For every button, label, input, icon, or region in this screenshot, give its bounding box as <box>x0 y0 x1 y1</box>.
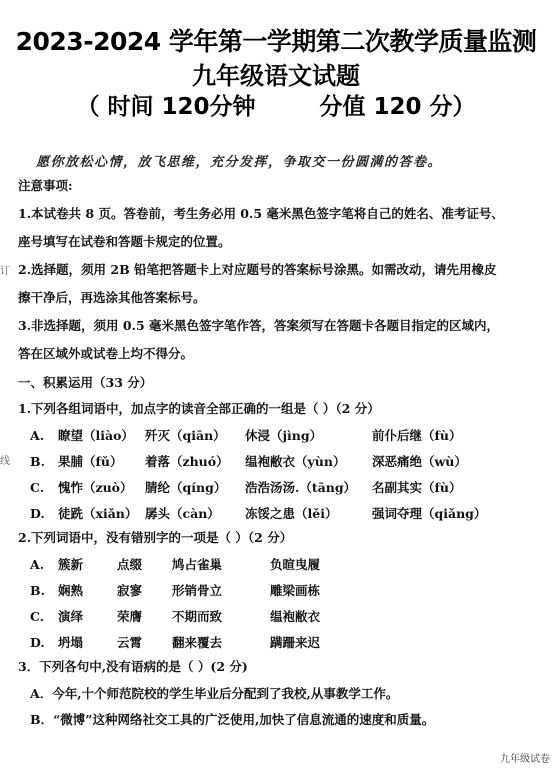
option-label: A. <box>30 557 45 572</box>
motto-handwriting: 愿你放松心情，放飞思维，充分发挥，争取交一份圆满的答卷。 <box>36 155 443 170</box>
notice-line: 2.选择题，须用 2B 铅笔把答题卡上对应题号的答案标号涂黑。如需改动，请先用橡皮 <box>18 262 497 277</box>
option-word: 休浸（jìng） <box>245 428 323 443</box>
option-word: 簇新 <box>58 557 84 572</box>
notice-line: 答在区域外或试卷上均不得分。 <box>18 346 194 361</box>
exam-header-line1: 2023-2024 学年第一学期第二次教学质量监测 <box>15 27 537 56</box>
option-label: B. <box>30 583 45 598</box>
notice-line: 1.本试卷共 8 页。答卷前，考生务必用 0.5 毫米黑色签字笔将自己的姓名、准考证号、 <box>18 206 504 221</box>
option-word: 不期而致 <box>172 609 223 624</box>
exam-title: 九年级语文试题 <box>192 62 360 90</box>
option-word: 着落（zhuó） <box>145 454 229 469</box>
option-word: 云霄 <box>117 635 143 650</box>
option-word: 浩浩汤汤.（tāng） <box>245 480 357 495</box>
option-sentence: A．今年,十个师范院校的学生毕业后分配到了我校,从事教学工作。 <box>30 686 399 701</box>
option-word: 负暄曳履 <box>270 557 321 572</box>
option-label: A. <box>30 428 45 443</box>
option-word: 徒跣（xiǎn） <box>58 506 138 521</box>
question-stem: 3．下列各句中,没有语病的是（ ）(2 分) <box>18 659 248 674</box>
option-word: 腈纶（qíng） <box>145 480 227 495</box>
option-label: B. <box>30 454 45 469</box>
question-stem: 2.下列词语中，没有错别字的一项是（ ）（2 分） <box>18 530 293 545</box>
notice-line: 擦干净后，再选涂其他答案标号。 <box>18 290 206 305</box>
option-word: 冻馁之患（lěi） <box>245 506 338 521</box>
option-word: 演绎 <box>58 609 84 624</box>
notice-line: 3.非选择题，须用 0.5 毫米黑色签字笔作答，答案须写在答题卡各题目指定的区域内， <box>18 318 500 333</box>
option-word: 果脯（fǔ） <box>58 454 123 469</box>
option-word: 点缀 <box>117 557 143 572</box>
option-word: 愧怍（zuò） <box>58 480 133 495</box>
page-footer: 九年级试卷 <box>500 754 550 765</box>
option-word: 名副其实（fù） <box>372 480 462 495</box>
option-word: 缊袍敝衣 <box>270 609 321 624</box>
option-word: 形销骨立 <box>172 583 223 598</box>
option-word: 雕梁画栋 <box>270 583 321 598</box>
option-word: 歼灭（qiān） <box>145 428 226 443</box>
option-word: 缊袍敝衣（yùn） <box>245 454 346 469</box>
option-word: 鸠占雀巢 <box>172 557 223 572</box>
option-word: 翻来覆去 <box>172 635 223 650</box>
option-sentence: B．“微博”这种网络社交工具的广泛使用,加快了信息流通的速度和质量。 <box>30 712 435 727</box>
option-word: 深恶痛绝（wù） <box>372 454 467 469</box>
option-word: 蹒跚来迟 <box>270 635 321 650</box>
option-word: 前仆后继（fù） <box>372 428 462 443</box>
option-label: C. <box>30 480 45 495</box>
section-heading: 一、积累运用（33 分） <box>18 375 153 390</box>
option-word: 孱头（càn） <box>145 506 220 521</box>
option-label: C. <box>30 609 45 624</box>
option-word: 瞭望（liào） <box>58 428 134 443</box>
option-label: D. <box>30 506 45 521</box>
option-word: 强词夺理（qiǎng） <box>372 506 487 521</box>
option-word: 娴熟 <box>58 583 84 598</box>
option-label: D. <box>30 635 45 650</box>
option-word: 坍塌 <box>58 635 84 650</box>
binding-margin-mark: 订 <box>0 266 10 277</box>
notice-heading: 注意事项: <box>18 178 73 193</box>
option-word: 寂寥 <box>117 583 143 598</box>
binding-margin-mark: 线 <box>0 456 10 467</box>
option-word: 荣膺 <box>117 609 143 624</box>
question-stem: 1.下列各组词语中，加点字的读音全部正确的一组是（ ）（2 分） <box>18 401 380 416</box>
exam-time-score: （ 时间 120分钟 分值 120 分） <box>76 94 476 120</box>
notice-line: 座号填写在试卷和答题卡规定的位置。 <box>18 234 231 249</box>
